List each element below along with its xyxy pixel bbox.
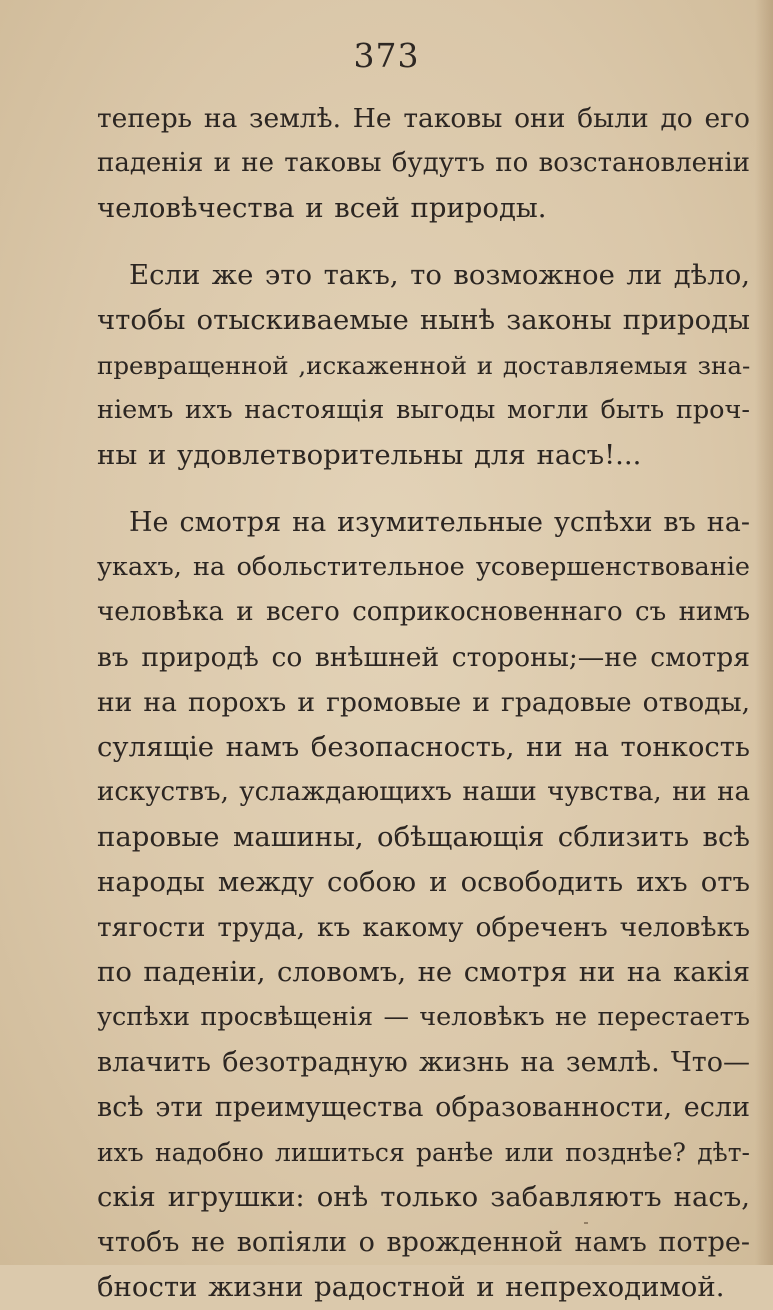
text-line: тягости труда, къ какому обреченъ человѣкъ [97,912,750,943]
text-line: сулящіе намъ безопасность, ни на тонкость [97,731,750,763]
page-number: 373 [353,36,420,75]
paragraph-3 [97,500,750,1310]
text-line: скія игрушки: онѣ только забавляютъ насъ, [97,1181,750,1213]
text-line: успѣхи просвѣщенія — человѣкъ не перестаетъ [97,1002,750,1032]
text-line: бности жизни радостной и непреходимой. [97,1271,725,1303]
body-text [97,96,750,1310]
paragraph-1 [97,96,750,231]
text-line: чтобъ не вопіяли о врожденной намъ потре- [97,1227,750,1258]
text-line: Не смотря на изумительные успѣхи въ на- [129,507,750,538]
text-line: человѣка и всего соприкосновеннаго съ нимъ [97,597,750,627]
text-line: всѣ эти преимущества образованности, если [97,1092,750,1123]
text-line: чтобы отыскиваемые нынѣ законы природы [97,304,750,336]
text-line: Если же это такъ, то возможное ли дѣло, [129,259,750,291]
text-line: ніемъ ихъ настоящія выгоды могли быть проч- [97,395,750,425]
text-line: ихъ надобно лишиться ранѣе или позднѣе? дѣт- [97,1138,750,1167]
text-line: теперь на землѣ. Не таковы они были до его [97,103,750,134]
text-line: ни на порохъ и громовые и градовые отводы, [97,687,750,718]
text-line: народы между собою и освободить ихъ отъ [97,866,750,898]
text-line: укахъ, на обольстительное усовершенствованіе [97,552,750,582]
text-line: ны и удовлетворительны для насъ!... [97,439,642,471]
text-line: паденія и не таковы будутъ по возстановленіи [97,148,750,178]
text-line: въ природѣ со внѣшней стороны;—не смотря [97,642,750,673]
text-line: влачить безотрадную жизнь на землѣ. Что— [97,1047,750,1078]
text-line: паровые машины, обѣщающія сблизить всѣ [97,821,750,853]
paper-speck [584,1222,588,1224]
text-line: искуствъ, услаждающихъ наши чувства, ни на [97,777,750,807]
page-edge-shadow [755,0,773,1265]
paragraph-2 [97,253,750,478]
text-line: превращенной ,искаженной и доставляемыя зна- [97,351,751,380]
text-line: человѣчества и всей природы. [97,192,547,224]
text-line: по паденіи, словомъ, не смотря ни на какія [97,956,750,988]
